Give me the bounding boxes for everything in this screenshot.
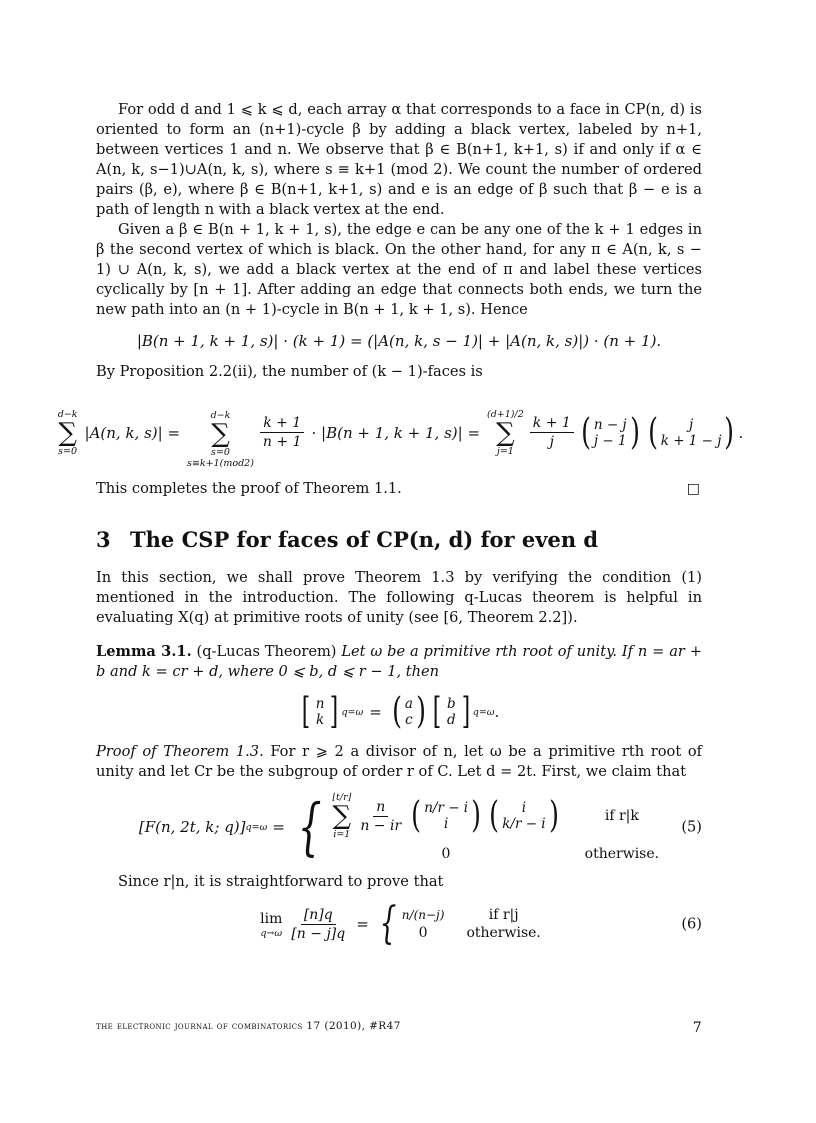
proof-label: Proof of Theorem 1.3. bbox=[96, 743, 264, 760]
paragraph-section-intro: In this section, we shall prove Theorem 1.3 by verifying the condition (1) mentioned in the introduction. The following q-Lucas theorem is helpful in evaluating X(q) at primitive roots of unity (see [6, Theorem 2.2]). bbox=[96, 569, 702, 626]
eq-term-2: · |B(n + 1, k + 1, s)| = bbox=[311, 423, 481, 442]
fraction-k1-n1: $\frac{k + 1}{n + 1}$ bbox=[260, 415, 305, 450]
lemma-label: Lemma 3.1. bbox=[96, 643, 192, 660]
equation-5: [F(n, 2t, k; q)] q=ω = { ⌊t/r⌋ ∑ i=1 $\frac{n}{n - ir}$ ( n/r − i i ) ( i k/r − i ) if r|k 0 otherwise. (5) bbox=[138, 790, 702, 863]
lemma-body: Let ω be a primitive rth root of unity. If n = ar + b and k = cr + d, where 0 ⩽ b, d ⩽ r − 1, then bbox=[96, 643, 702, 680]
section-number: 3 bbox=[96, 527, 111, 552]
paragraph-since: Since r|n, it is straightforward to prove that bbox=[118, 873, 444, 890]
page-number: 7 bbox=[692, 1020, 702, 1036]
fraction-k1-j: $\frac{k + 1}{j}$ bbox=[530, 415, 574, 450]
journal-citation: the electronic journal of combinatorics 17 (2010), #R47 bbox=[96, 1020, 401, 1032]
sum-operator-1: d−k ∑ s=0 bbox=[57, 408, 78, 457]
proof-body: For r ⩾ 2 a divisor of n, let ω be a primitive rth root of unity and let Cr be the subgroup of order r of C. Let d = 2t. First, we claim that bbox=[96, 743, 703, 780]
equation-number-5: (5) bbox=[681, 818, 702, 836]
paragraph-given-beta: Given a β ∈ B(n + 1, k + 1, s), the edge e can be any one of the k + 1 edges in β the second vertex of which is black. On the other hand, for any π ∈ A(n, k, s − 1) ∪ A(n, k, s), we add a black vertex at the end of π and label these vertices cyclically by [n + 1]. After adding an edge that connects both ends, we turn the new path into an (n + 1)-cycle in B(n + 1, k + 1, s). Hence bbox=[96, 221, 702, 318]
lemma-name: (q-Lucas Theorem) bbox=[196, 643, 337, 660]
equation-face-count: d−k ∑ s=0 |A(n, k, s)| = d−k ∑ s=0 s≡k+1(mod2) $\frac{k + 1}{n + 1}$ · |B(n + 1, k + 1, s)| = (d+1)/2 ∑ j=1 $\frac{k + 1}{j}$ ( n − j j − 1 ) ( j k + 1 − j ) . bbox=[57, 408, 744, 469]
eq-term-1: |A(n, k, s)| = bbox=[84, 423, 181, 442]
equation-hence: |B(n + 1, k + 1, s)| · (k + 1) = (|A(n, k, s − 1)| + |A(n, k, s)|) · (n + 1). bbox=[136, 332, 662, 350]
lemma-3-1 bbox=[96, 642, 702, 682]
sum-operator-2: d−k ∑ s=0 s≡k+1(mod2) bbox=[187, 410, 254, 469]
section-title: The CSP for faces of CP(n, d) for even d bbox=[130, 527, 599, 552]
paragraph-completes: This completes the proof of Theorem 1.1. □ bbox=[96, 480, 700, 497]
equation-q-lucas: [ n k ] q=ω = ( a c ) [ b d ] q=ω . bbox=[301, 691, 500, 732]
sum-operator-3: (d+1)/2 ∑ j=1 bbox=[487, 408, 524, 457]
paragraph-proposition: By Proposition 2.2(ii), the number of (k − 1)-faces is bbox=[96, 363, 483, 380]
qed-symbol: □ bbox=[686, 481, 700, 497]
equation-number-6: (6) bbox=[681, 915, 702, 933]
page-footer bbox=[96, 1020, 702, 1036]
section-heading bbox=[96, 527, 702, 552]
binomial-1: ( n − j j − 1 ) bbox=[580, 411, 640, 453]
binomial-2: ( j k + 1 − j ) bbox=[647, 411, 735, 453]
equation-6: lim q→ω $\frac{[n]q}{[n - j]q}$ = { n/(n−j) if r|j 0 otherwise. (6) bbox=[260, 898, 702, 949]
paragraph-odd-d: For odd d and 1 ⩽ k ⩽ d, each array α that corresponds to a face in CP(n, d) is oriented to form an (n+1)-cycle β by adding a black vertex, labeled by n+1, between vertices 1 and n. We observe that β ∈ B(n+1, k+1, s) if and only if α ∈ A(n, k, s−1)∪A(n, k, s), where s ≡ k+1 (mod 2). We count the number of ordered pairs (β, e), where β ∈ B(n+1, k+1, s) and e is an edge of β such that β − e is a path of length n with a black vertex at the end. bbox=[96, 101, 702, 218]
paper-page bbox=[57, 100, 744, 956]
proof-theorem-1-3 bbox=[96, 742, 702, 782]
